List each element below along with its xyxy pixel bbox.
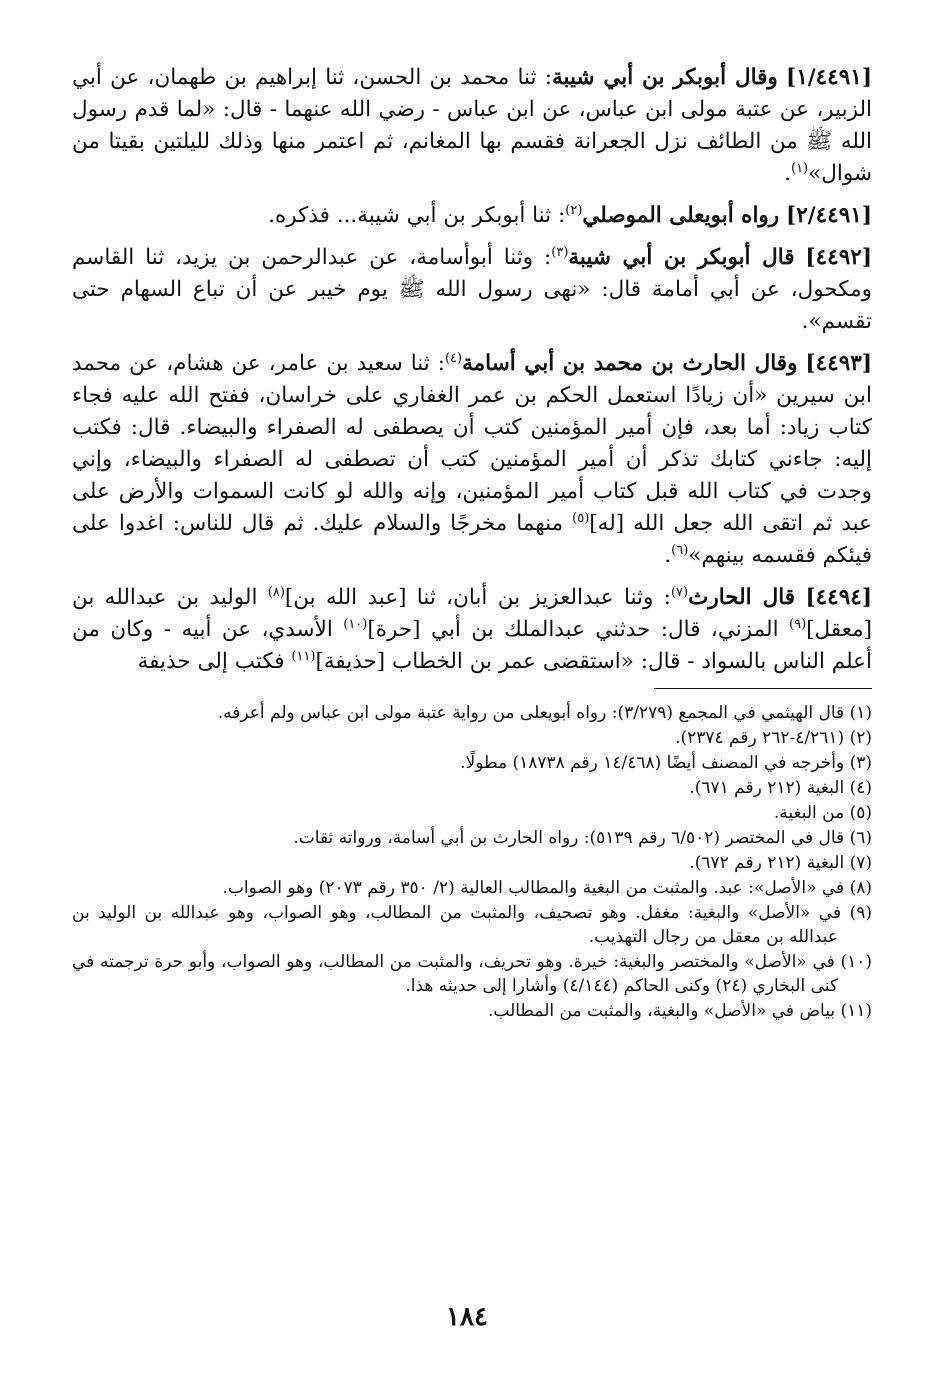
footnote-ref[interactable]: (١): [790, 160, 809, 176]
footnote-ref[interactable]: (١٠): [343, 616, 368, 632]
hadith-number: [٤٤٩٢]: [805, 245, 872, 270]
footnote-7: (٧) البغية (٢١٢ رقم ٦٧٢).: [689, 853, 872, 873]
footnote-divider: [654, 688, 872, 689]
hadith-entry-4491-2: [72, 200, 872, 232]
page-number: ١٨٤: [446, 1302, 488, 1332]
footnote-10: (١٠) في «الأصل» والمختصر والبغية: خيرة. وهو تحريف، والمثبت من المطالب، وهو الصواب، وأبو حرة ترجمته في كنى البخاري (٢٤) وكنى الحاكم (٤/١٤٤) وأشارا إلى حديثه هذا.: [72, 952, 872, 996]
hadith-lead: قال الحارث: [688, 585, 796, 610]
footnote-11: (١١) بياض في «الأصل» والبغية، والمثبت من المطالب.: [487, 1001, 872, 1021]
hadith-text: : ثنا محمد بن الحسن، ثنا إبراهيم بن طهمان، عن أبي الزبير، عن عتبة مولى ابن عباس، عن ابن عباس - رضي الله عنهما - قال: «لما قدم رسول الله ﷺ من الطائف نزل الجعرانة فقسم بها المغانم، ثم اعتمر منها وذلك لليلتين بقيتا من شوال»: [72, 65, 872, 186]
footnote-8: (٨) في «الأصل»: عبد. والمثبت من البغية والمطالب العالية (٢/ ٣٥٠ رقم ٢٠٧٣) وهو الصواب.: [222, 878, 872, 898]
hadith-text: : ثنا أبوبكر بن أبي شيبة... فذكره.: [268, 203, 566, 228]
hadith-text: : وثنا عبدالعزيز بن أبان، ثنا [عبد الله بن]: [284, 585, 671, 610]
footnote-5: (٥) من البغية.: [773, 803, 872, 823]
footnote-ref[interactable]: (٤): [444, 350, 463, 366]
hadith-number: [٤٤٩٤]: [805, 585, 873, 610]
hadith-entry-4491-1: [١/٤٤٩١] وقال أبوبكر بن أبي شيبة: ثنا محمد بن الحسن، ثنا إبراهيم بن طهمان، عن أبي الزبير، عن عتبة مولى ابن عباس، عن ابن عباس - رضي الله عنهما - قال: «لما قدم رسول الله ﷺ من الطائف نزل الجعرانة فقسم بها المغانم، ثم اعتمر منها وذلك لليلتين بقيتا من شوال»$^{(١)}$.: [72, 65, 872, 186]
footnote-9: (٩) في «الأصل» والبغية: مغفل. وهو تصحيف، والمثبت من المطالب، وهو الصواب، وهو عبدالله بن الوليد بن عبدالله بن معقل من رجال التهذيب.: [72, 903, 872, 947]
footnote-6: (٦) قال في المختصر (٦/٥٠٢ رقم ٥١٣٩): رواه الحارث بن أبي أسامة، ورواته ثقات.: [293, 828, 872, 848]
hadith-entry-4492: [72, 242, 872, 338]
hadith-number: [١/٤٤٩١]: [786, 65, 872, 90]
footnote-2: (٢) (٤/٢٦١-٢٦٢ رقم ٢٣٧٤).: [675, 728, 872, 748]
hadith-lead: وقال الحارث بن محمد بن أبي أسامة: [462, 351, 798, 376]
hadith-text: : وثنا أبوأسامة، عن عبدالرحمن بن يزيد، ثنا القاسم ومكحول، عن أبي أمامة قال: «نهى رسول الله ﷺ يوم خيبر عن أن تباع السهام حتى تقسم».: [72, 245, 872, 334]
footnote-1: (١) قال الهيثمي في المجمع (٣/٢٧٩): رواه أبويعلى من رواية عتبة مولى ابن عباس ولم أعرفه.: [217, 703, 872, 723]
hadith-lead: قال أبوبكر بن أبي شيبة: [568, 245, 795, 270]
footnote-ref[interactable]: (٢): [565, 202, 583, 218]
hadith-text-continued: المزني، قال: حدثني عبدالملك بن أبي [حرة]: [367, 617, 790, 642]
footnote-ref[interactable]: (١١): [291, 648, 316, 664]
hadith-text-continued: فكتب إلى حذيفة: [137, 649, 292, 674]
hadith-text-continued: منهما مخرجًا والسلام عليك. ثم قال للناس: اغدوا على فيئكم فقسمه بينهم»: [72, 511, 872, 568]
hadith-text-continued: الوليد بن عبدالله بن [معقل]: [72, 585, 872, 642]
footnote-ref[interactable]: (٥): [572, 510, 590, 526]
footnotes: [72, 701, 872, 1023]
hadith-number: [٤٤٩٣]: [805, 351, 872, 376]
hadith-text-continued: الأسدي، عن أبيه - وكان من أعلم الناس بالسواد - قال: «استقضى عمر بن الخطاب [حذيفة]: [72, 617, 872, 674]
hadith-number: [٢/٤٤٩١]: [786, 203, 872, 228]
hadith-lead: وقال أبوبكر بن أبي شيبة: [551, 65, 778, 90]
footnote-ref[interactable]: (٧): [670, 584, 689, 600]
hadith-text: : ثنا سعيد بن عامر، عن هشام، عن محمد ابن سيرين «أن زيادًا استعمل الحكم بن عمر الغفاري على خراسان، ففتح الله عليه فجاء كتاب زياد: أما بعد، فإن أمير المؤمنين كتب أن يصطفى له الصفراء والبيضاء. قال: فكتب إليه: جاءني كتابك تذكر أن أمير المؤمنين كتب أن تصطفى له الصفراء والبيضاء، وإني وجدت في كتاب الله قبل كتاب أمير المؤمنين، وإنه والله لو كانت السموات والأرض على عبد ثم اتقى الله جعل الله [له]: [72, 351, 872, 536]
footnote-ref[interactable]: (٩): [789, 616, 807, 632]
footnote-3: (٣) وأخرجه في المصنف أيضًا (١٤/٤٦٨ رقم ١٨٧٣٨) مطولًا.: [460, 753, 872, 773]
footnote-ref[interactable]: (٣): [551, 244, 569, 260]
book-page: [72, 62, 872, 1342]
footnote-ref[interactable]: (٨): [267, 584, 285, 600]
footnote-ref[interactable]: (٦): [671, 542, 689, 558]
hadith-entry-4493: [٤٤٩٣] وقال الحارث بن محمد بن أبي أسامة$^{(٤)}$: ثنا سعيد بن عامر، عن هشام، عن محمد ابن سيرين «أن زيادًا استعمل الحكم بن عمر الغفاري على خراسان، ففتح الله عليه فجاء كتاب زياد: أما بعد، فإن أمير المؤمنين كتب أن يصطفى له الصفراء والبيضاء. قال: فكتب إليه: جاءني كتابك تذكر أن أمير المؤمنين كتب أن تصطفى له الصفراء والبيضاء، وإني وجدت في كتاب الله قبل كتاب أمير المؤمنين، وإنه والله لو كانت السموات والأرض على عبد ثم اتقى الله جعل الله [له]$^{(٥)}$ منهما مخرجًا والسلام عليك. ثم قال للناس: اغدوا على فيئكم فقسمه بينهم»$^{(٦)}$.: [72, 350, 872, 568]
hadith-lead: رواه أبويعلى الموصلي: [582, 203, 780, 228]
hadith-entry-4494: [72, 582, 872, 678]
footnote-4: (٤) البغية (٢١٢ رقم ٦٧١).: [689, 778, 872, 798]
